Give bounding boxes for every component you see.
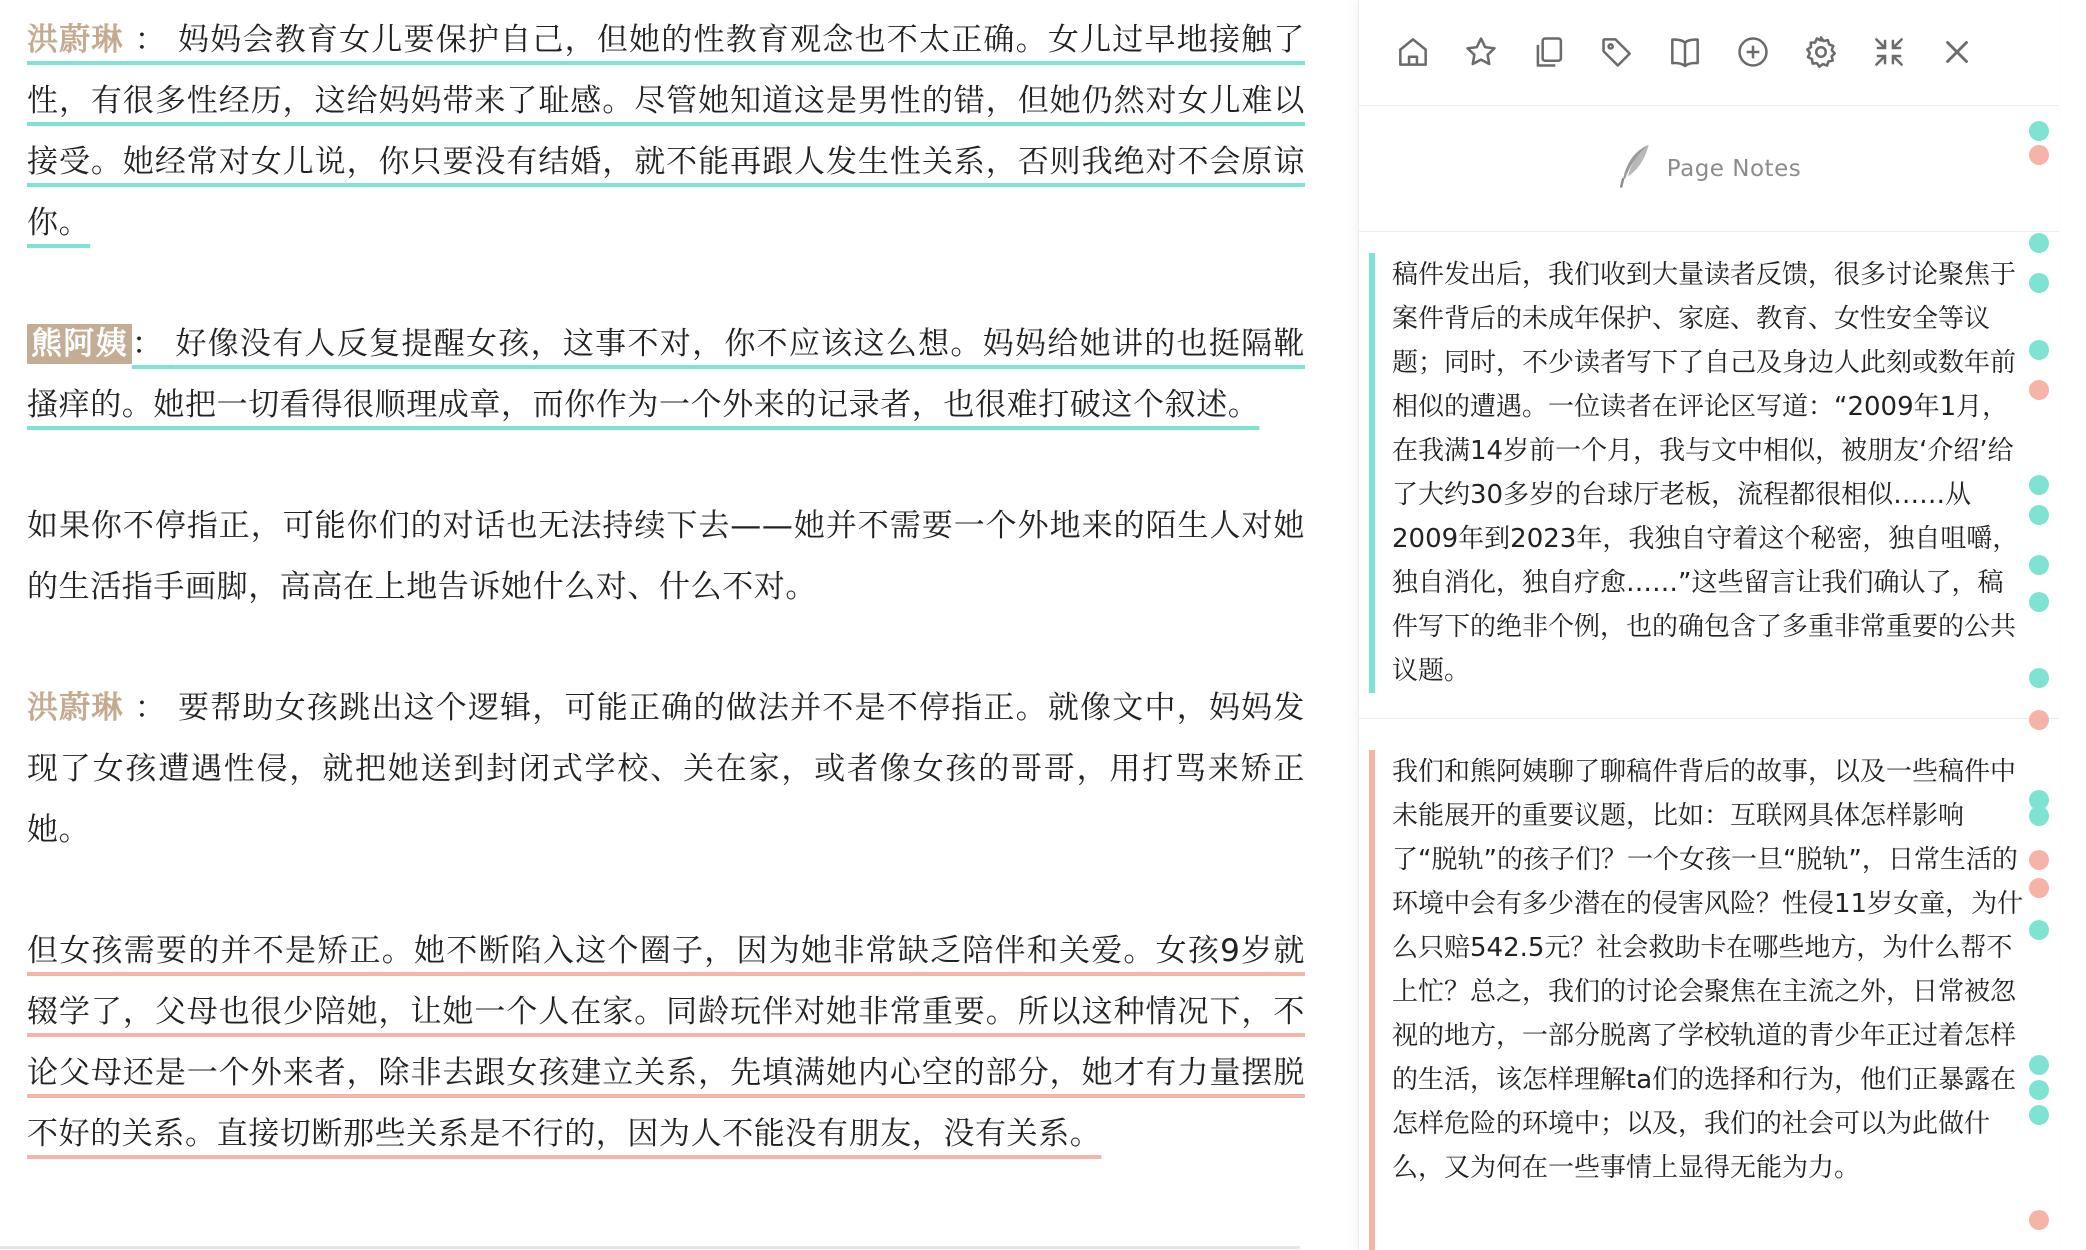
highlight-marker[interactable] xyxy=(2029,380,2049,400)
highlight-marker[interactable] xyxy=(2029,668,2049,688)
highlight-marker[interactable] xyxy=(2029,920,2049,940)
note-color-bar xyxy=(1369,750,1375,1250)
highlight-marker[interactable] xyxy=(2029,121,2049,141)
tag-icon[interactable] xyxy=(1595,30,1639,74)
paragraph-1 xyxy=(27,10,1305,254)
note-text: 稿件发出后，我们收到大量读者反馈，很多讨论聚焦于案件背后的未成年保护、家庭、教育、女性安全等议题；同时，不少读者写下了自己及身边人此刻或数年前相似的遭遇。一位读者在评论区写道：“2009年1月，在我满14岁前一个月，我与文中相似，被朋友‘介绍’给了大约30多岁的台球厅老板，流程都很相似……从2009年到2023年，我独自守着这个秘密，独自咀嚼，独自消化，独自疗愈……”这些留言让我们确认了，稿件写下的绝非个例，也的确包含了多重非常重要的公共议题。 xyxy=(1392,260,2019,686)
note-divider xyxy=(1359,718,2059,719)
paragraph-3 xyxy=(27,496,1305,618)
highlight-marker[interactable] xyxy=(2029,710,2049,730)
highlight-marker[interactable] xyxy=(2029,1080,2049,1100)
speaker-separator: ： xyxy=(123,22,179,58)
highlight-marker[interactable] xyxy=(2029,1055,2049,1075)
book-icon[interactable] xyxy=(1663,30,1707,74)
note-color-bar xyxy=(1369,253,1375,693)
highlight-marker[interactable] xyxy=(2029,340,2049,360)
speaker-separator: ： xyxy=(131,326,176,362)
speaker-name: 洪蔚琳 xyxy=(27,690,124,726)
highlight-marker[interactable] xyxy=(2029,1210,2049,1230)
collapse-icon[interactable] xyxy=(1867,30,1911,74)
speaker-name: 洪蔚琳 xyxy=(27,22,124,58)
add-circle-icon[interactable] xyxy=(1731,30,1775,74)
speaker-separator: ： xyxy=(123,690,179,726)
paragraph-text: 好像没有人反复提醒女孩，这事不对，你不应该这么想。妈妈给她讲的也挺隔靴搔痒的。她把一切看得很顺理成章，而你作为一个外来的记录者，也很难打破这个叙述。 xyxy=(27,326,1305,423)
paragraph-5 xyxy=(27,921,1305,1165)
highlight-marker[interactable] xyxy=(2029,555,2049,575)
highlight-marker[interactable] xyxy=(2029,806,2049,826)
highlight-marker[interactable] xyxy=(2029,850,2049,870)
close-icon[interactable] xyxy=(1935,30,1979,74)
highlight-marker[interactable] xyxy=(2029,592,2049,612)
home-icon[interactable] xyxy=(1391,30,1435,74)
copy-icon[interactable] xyxy=(1527,30,1571,74)
highlight-marker[interactable] xyxy=(2029,233,2049,253)
paragraph-text: 如果你不停指正，可能你们的对话也无法持续下去——她并不需要一个外地来的陌生人对她的生活指手画脚，高高在上地告诉她什么对、什么不对。 xyxy=(27,508,1305,605)
speaker-tag: 熊阿姨 xyxy=(27,324,132,364)
note-card[interactable] xyxy=(1369,253,2029,693)
article-content xyxy=(27,10,1305,1225)
gear-icon[interactable] xyxy=(1799,30,1843,74)
highlight-teal-2[interactable] xyxy=(27,326,1305,423)
highlight-marker[interactable] xyxy=(2029,475,2049,495)
paragraph-text: 要帮助女孩跳出这个逻辑，可能正确的做法并不是不停指正。就像文中，妈妈发现了女孩遭遇性侵，就把她送到封闭式学校、关在家，或者像女孩的哥哥，用打骂来矫正她。 xyxy=(27,690,1305,848)
article-divider xyxy=(0,1246,1300,1249)
annotation-panel xyxy=(1358,0,2059,1250)
highlight-pink-1[interactable] xyxy=(27,933,1305,1152)
highlight-marker[interactable] xyxy=(2029,145,2049,165)
highlight-marker[interactable] xyxy=(2029,1105,2049,1125)
highlight-marker[interactable] xyxy=(2029,273,2049,293)
note-card[interactable] xyxy=(1369,750,2029,1250)
highlight-marker[interactable] xyxy=(2029,505,2049,525)
highlight-teal-1[interactable] xyxy=(27,22,1305,241)
note-text: 我们和熊阿姨聊了聊稿件背后的故事，以及一些稿件中未能展开的重要议题，比如：互联网具体怎样影响了“脱轨”的孩子们？一个女孩一旦“脱轨”，日常生活的环境中会有多少潜在的侵害风险？性侵11岁女童，为什么只赔542.5元？社会救助卡在哪些地方，为什么帮不上忙？总之，我们的讨论会聚焦在主流之外，日常被忽视的地方，一部分脱离了学校轨道的青少年正过着怎样的生活，该怎样理解ta们的选择和行为，他们正暴露在怎样危险的环境中；以及，我们的社会可以为此做什么，又为何在一些事情上显得无能为力。 xyxy=(1392,757,2024,1183)
panel-toolbar xyxy=(1359,0,2059,106)
star-icon[interactable] xyxy=(1459,30,1503,74)
highlight-marker[interactable] xyxy=(2029,878,2049,898)
paragraph-text: 妈妈会教育女儿要保护自己，但她的性教育观念也不太正确。女儿过早地接触了性，有很多性经历，这给妈妈带来了耻感。尽管她知道这是男性的错，但她仍然对女儿难以接受。她经常对女儿说，你只要没有结婚，就不能再跟人发生性关系，否则我绝对不会原谅你。 xyxy=(27,22,1305,241)
paragraph-text: 但女孩需要的并不是矫正。她不断陷入这个圈子，因为她非常缺乏陪伴和关爱。女孩9岁就辍学了，父母也很少陪她，让她一个人在家。同龄玩伴对她非常重要。所以这种情况下，不论父母还是一个外来者，除非去跟女孩建立关系，先填满她内心空的部分，她才有力量摆脱不好的关系。直接切断那些关系是不行的，因为人不能没有朋友，没有关系。 xyxy=(27,933,1305,1152)
quill-icon xyxy=(1617,143,1655,195)
page-notes-header[interactable] xyxy=(1359,106,2059,232)
paragraph-4 xyxy=(27,678,1305,861)
paragraph-2 xyxy=(27,314,1305,436)
page-notes-title: Page Notes xyxy=(1666,155,1802,182)
